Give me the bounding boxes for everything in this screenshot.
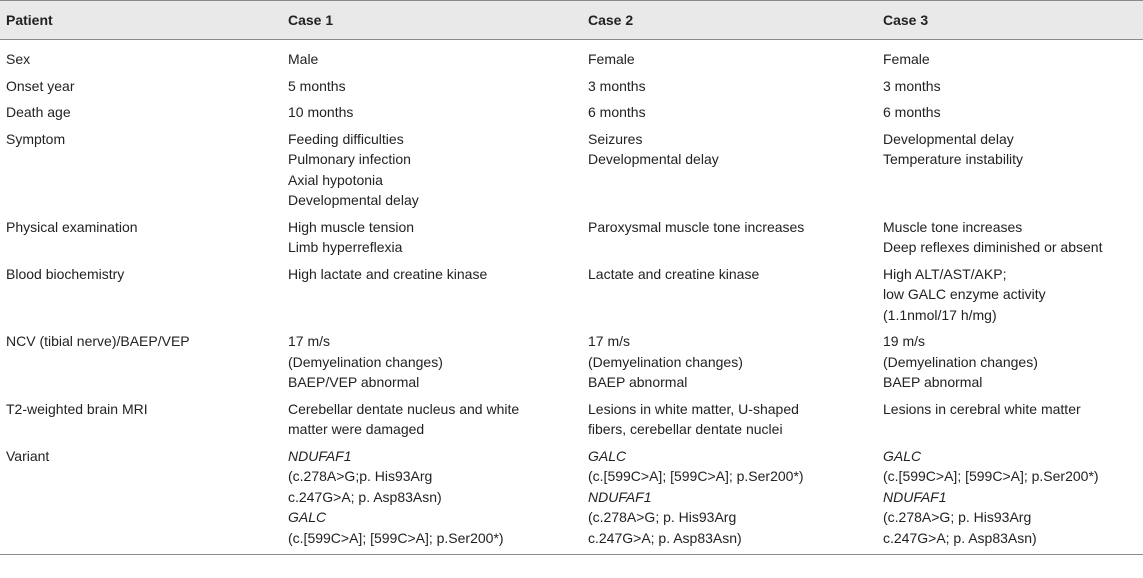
- case-3-cell: [877, 126, 1143, 214]
- gene-name: NDUFAF1: [288, 447, 352, 464]
- case-1-cell: [282, 261, 582, 329]
- case-3-cell: [877, 328, 1143, 396]
- cell-line: Male: [288, 51, 319, 67]
- case-2-cell: [582, 40, 877, 73]
- row-label: Variant: [6, 447, 50, 464]
- cell-line: 6 months: [588, 104, 646, 120]
- table-row: [0, 261, 1143, 329]
- case-3-cell: [877, 214, 1143, 261]
- cell-line: Paroxysmal muscle tone increases: [588, 218, 805, 235]
- header-patient: Patient: [6, 11, 53, 28]
- cell-line: High ALT/AST/AKP;: [883, 265, 1007, 282]
- cell-line: Lesions in cerebral white matter: [883, 400, 1081, 417]
- cell-line: BAEP abnormal: [883, 374, 983, 390]
- gene-name: NDUFAF1: [883, 488, 947, 505]
- cell-line: Lactate and creatine kinase: [588, 265, 760, 282]
- cell-line: fibers, cerebellar dentate nuclei: [588, 421, 783, 437]
- table-row: [0, 126, 1143, 214]
- cell-line: c.247G>A; p. Asp83Asn): [288, 488, 442, 505]
- cell-line: 3 months: [883, 77, 941, 94]
- table-row: [0, 396, 1143, 443]
- case-3-cell: [877, 396, 1143, 443]
- case-1-cell: [282, 214, 582, 261]
- table-row: [0, 73, 1143, 100]
- gene-name: NDUFAF1: [588, 488, 652, 505]
- header-case-3: Case 3: [883, 11, 929, 28]
- cell-line: c.247G>A; p. Asp83Asn): [883, 529, 1037, 546]
- case-3-cell: [877, 40, 1143, 73]
- cell-line: 3 months: [588, 77, 646, 94]
- cell-line: Female: [883, 51, 930, 67]
- case-1-cell: [282, 99, 582, 126]
- cell-line: BAEP/VEP abnormal: [288, 374, 420, 390]
- cell-line: (Demyelination changes): [883, 353, 1038, 370]
- cell-line: (Demyelination changes): [288, 353, 443, 370]
- cell-line: Cerebellar dentate nucleus and white: [288, 400, 520, 417]
- gene-name: GALC: [288, 509, 327, 525]
- row-label: T2-weighted brain MRI: [6, 400, 148, 417]
- case-2-cell: [582, 328, 877, 396]
- cell-line: Muscle tone increases: [883, 218, 1023, 235]
- cell-line: matter were damaged: [288, 421, 425, 437]
- table-row: [0, 40, 1143, 73]
- header-case-2: Case 2: [588, 11, 634, 28]
- case-3-cell: [877, 73, 1143, 100]
- cell-line: Temperature instability: [883, 151, 1024, 167]
- case-1-cell: [282, 126, 582, 214]
- cell-line: c.247G>A; p. Asp83Asn): [588, 529, 742, 546]
- row-label: Death age: [6, 104, 71, 120]
- cell-line: 17 m/s: [588, 333, 631, 349]
- cell-line: Developmental delay: [883, 130, 1014, 147]
- case-1-cell: [282, 328, 582, 396]
- gene-name: GALC: [883, 447, 922, 464]
- row-label: Sex: [6, 51, 31, 67]
- cell-line: (c.278A>G; p. His93Arg: [883, 509, 1032, 525]
- case-1-cell: [282, 443, 582, 555]
- header-case-1: Case 1: [288, 11, 334, 28]
- cell-line: Limb hyperreflexia: [288, 239, 403, 255]
- cell-line: low GALC enzyme activity: [883, 286, 1046, 302]
- cell-line: Developmental delay: [588, 151, 719, 167]
- case-2-cell: [582, 261, 877, 329]
- case-2-cell: [582, 99, 877, 126]
- cell-line: (Demyelination changes): [588, 353, 743, 370]
- case-1-cell: [282, 396, 582, 443]
- case-3-cell: [877, 261, 1143, 329]
- cell-line: Axial hypotonia: [288, 171, 383, 188]
- cell-line: Deep reflexes diminished or absent: [883, 239, 1103, 255]
- cell-line: 19 m/s: [883, 333, 926, 349]
- cell-line: (1.1nmol/17 h/mg): [883, 306, 997, 323]
- row-label: Onset year: [6, 77, 75, 94]
- case-1-cell: [282, 73, 582, 100]
- cell-line: High muscle tension: [288, 218, 415, 235]
- case-3-cell: [877, 443, 1143, 555]
- cell-line: (c.[599C>A]; [599C>A]; p.Ser200*): [588, 468, 804, 484]
- case-2-cell: [582, 396, 877, 443]
- case-2-cell: [582, 443, 877, 555]
- cell-line: Lesions in white matter, U-shaped: [588, 400, 799, 417]
- cell-line: (c.[599C>A]; [599C>A]; p.Ser200*): [288, 529, 504, 546]
- row-label: Symptom: [6, 130, 66, 147]
- cell-line: (c.278A>G; p. His93Arg: [588, 509, 737, 525]
- cell-line: 6 months: [883, 104, 941, 120]
- row-label: Physical examination: [6, 218, 138, 235]
- cell-line: Pulmonary infection: [288, 151, 411, 167]
- cell-line: 17 m/s: [288, 333, 331, 349]
- cell-line: Developmental delay: [288, 192, 419, 208]
- cell-line: 5 months: [288, 77, 346, 94]
- table-header: [0, 1, 1143, 40]
- table-row: [0, 99, 1143, 126]
- table-row: [0, 443, 1143, 555]
- case-3-cell: [877, 99, 1143, 126]
- case-2-cell: [582, 73, 877, 100]
- cell-line: (c.278A>G;p. His93Arg: [288, 468, 433, 484]
- table-body: [0, 40, 1143, 555]
- table-row: [0, 214, 1143, 261]
- cell-line: High lactate and creatine kinase: [288, 265, 488, 282]
- table-row: [0, 328, 1143, 396]
- cell-line: Seizures: [588, 130, 643, 147]
- case-2-cell: [582, 126, 877, 214]
- gene-name: GALC: [588, 447, 627, 464]
- cell-line: 10 months: [288, 104, 354, 120]
- case-1-cell: [282, 40, 582, 73]
- cell-line: Female: [588, 51, 635, 67]
- cell-line: BAEP abnormal: [588, 374, 688, 390]
- cell-line: Feeding difficulties: [288, 130, 404, 147]
- row-label: Blood biochemistry: [6, 265, 125, 282]
- cell-line: (c.[599C>A]; [599C>A]; p.Ser200*): [883, 468, 1099, 484]
- row-label: NCV (tibial nerve)/BAEP/VEP: [6, 333, 190, 349]
- header-row: [0, 1, 1143, 40]
- case-2-cell: [582, 214, 877, 261]
